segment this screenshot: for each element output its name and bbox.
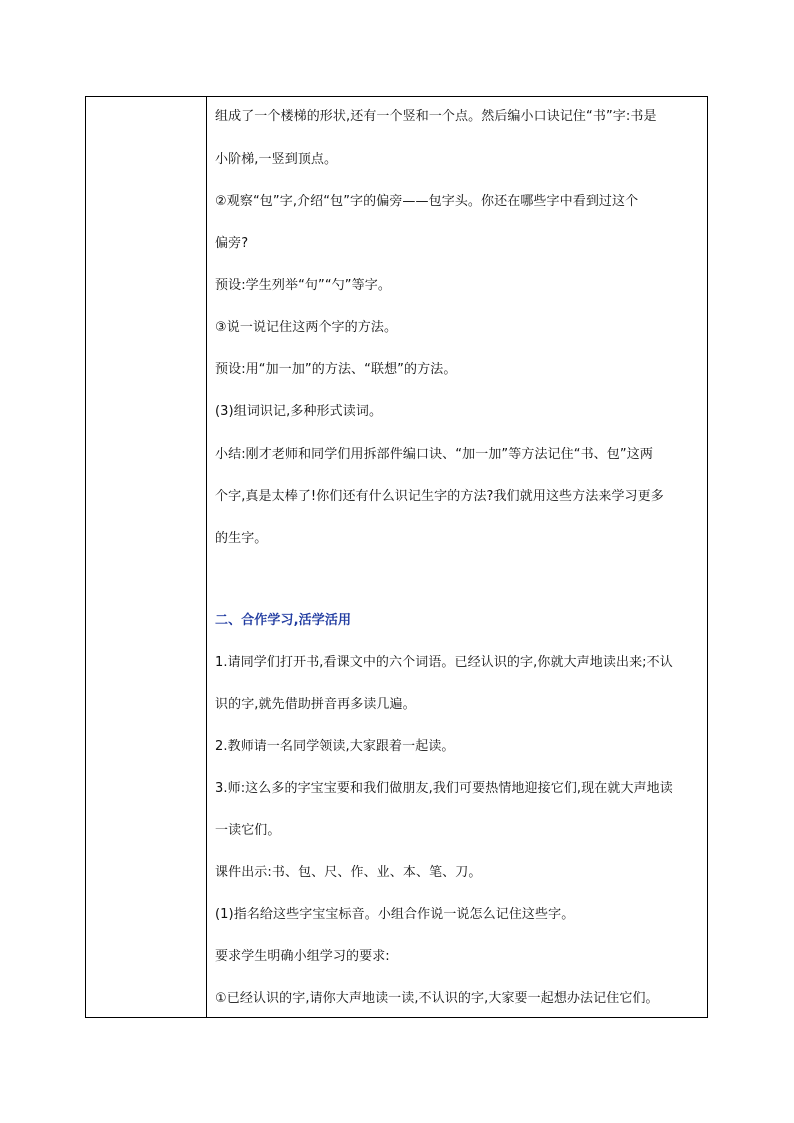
text-line: ①已经认识的字,请你大声地读一读,不认识的字,大家要一起想办法记住它们。 [215, 991, 659, 1006]
text-line: 小结:刚才老师和同学们用拆部件编口诀、“加一加”等方法记住“书、包”这两 [215, 447, 653, 462]
text-line: 一读它们。 [215, 823, 281, 838]
text-line: 个字,真是太棒了!你们还有什么识记生字的方法?我们就用这些方法来学习更多 [215, 489, 664, 504]
text-line: 组成了一个楼梯的形状,还有一个竖和一个点。然后编小口诀记住“书”字:书是 [215, 109, 657, 124]
text-line: ③说一说记住这两个字的方法。 [215, 320, 398, 335]
text-line: (3)组词识记,多种形式读词。 [215, 404, 383, 419]
text-line: 预设:用“加一加”的方法、“联想”的方法。 [215, 362, 457, 377]
text-line: 识的字,就先借助拼音再多读几遍。 [215, 697, 416, 712]
text-line: 课件出示:书、包、尺、作、业、本、笔、刀。 [215, 865, 482, 880]
section-heading: 二、合作学习,活学活用 [215, 613, 352, 628]
table-content-column [207, 97, 707, 1017]
text-line: 的生字。 [215, 531, 268, 546]
text-line: 小阶梯,一竖到顶点。 [215, 152, 338, 167]
text-line: 3.师:这么多的字宝宝要和我们做朋友,我们可要热情地迎接它们,现在就大声地读 [215, 781, 673, 796]
text-line: ②观察“包”字,介绍“包”字的偏旁——包字头。你还在哪些字中看到过这个 [215, 194, 639, 209]
lesson-table [85, 96, 708, 1018]
table-left-column [86, 97, 207, 1017]
text-line: 要求学生明确小组学习的要求: [215, 949, 390, 964]
text-line: 2.教师请一名同学领读,大家跟着一起读。 [215, 739, 455, 754]
text-line: (1)指名给这些字宝宝标音。小组合作说一说怎么记住这些字。 [215, 907, 575, 922]
text-line: 偏旁? [215, 236, 249, 251]
text-line: 预设:学生列举“句”“勺”等字。 [215, 278, 391, 293]
text-line: 1.请同学们打开书,看课文中的六个词语。已经认识的字,你就大声地读出来;不认 [215, 655, 673, 670]
